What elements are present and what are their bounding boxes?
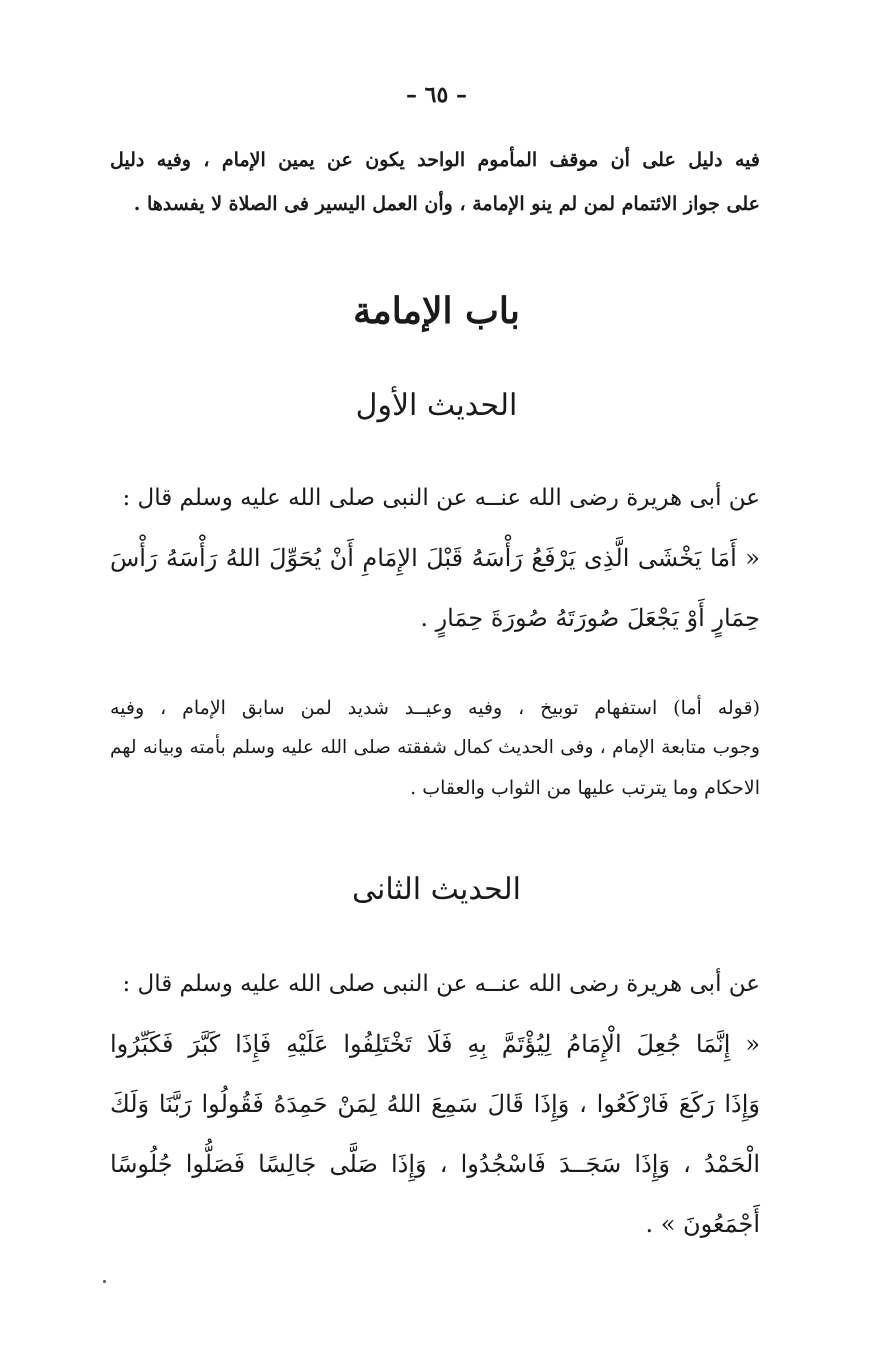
hadith-2-line: « إِنَّمَا جُعِلَ الْإِمَامُ لِيُؤْتَمَّ بِهِ فَلَا تَخْتَلِفُوا عَلَيْهِ فَإِذَا كَبَّرَ فَكَبِّرُوا (110, 1030, 760, 1058)
commentary-line: (قوله أما) استفهام توبيخ ، وفيه وعيــد شديد لمن سابق الإمام ، وفيه (110, 697, 760, 719)
hadith-2-line: وَإِذَا رَكَعَ فَارْكَعُوا ، وَإِذَا قَالَ سَمِعَ اللهُ لِمَنْ حَمِدَهُ فَقُولُوا رَبَّنَا وَلَكَ (110, 1090, 760, 1118)
hadith-1-line: عن أبى هريرة رضى الله عنــه عن النبى صلى الله عليه وسلم قال : (122, 485, 760, 511)
hadith-1-line: حِمَارٍ أَوْ يَجْعَلَ صُورَتَهُ صُورَةَ حِمَارٍ . (420, 604, 760, 632)
intro-line: على جواز الائتمام لمن لم ينو الإمامة ، وأن العمل اليسير فى الصلاة لا يفسدها . (133, 193, 760, 215)
hadith-2-line: أَجْمَعُونَ » . (645, 1210, 760, 1238)
page-number: – ٦٥ – (406, 82, 467, 108)
intro-paragraph (110, 138, 760, 226)
hadith-1-line: « أَمَا يَخْشَى الَّذِى يَرْفَعُ رَأْسَهُ قَبْلَ الإِمَامِ أَنْ يُحَوِّلَ اللهُ رَأْسَهُ رَأْسَ (110, 544, 760, 572)
commentary-line: الاحكام وما يترتب عليها من الثواب والعقاب . (410, 777, 760, 799)
hadith-1-commentary (110, 688, 760, 808)
hadith-2-line: الْحَمْدُ ، وَإِذَا سَجَــدَ فَاسْجُدُوا ، وَإِذَا صَلَّى جَالِسًا فَصَلُّوا جُلُوسًا (110, 1150, 760, 1178)
chapter-title: باب الإمامة (353, 290, 520, 332)
intro-line: فيه دليل على أن موقف المأموم الواحد يكون عن يمين الإمام ، وفيه دليل (110, 149, 760, 171)
hadith-1-title: الحديث الأول (355, 388, 518, 423)
hadith-2-title: الحديث الثانى (352, 872, 521, 907)
commentary-line: وجوب متابعة الإمام ، وفى الحديث كمال شفقته صلى الله عليه وسلم بأمته وبيانه لهم (110, 737, 760, 758)
hadith-2-text (110, 954, 760, 1254)
print-speck (103, 1280, 106, 1283)
hadith-2-line: عن أبى هريرة رضى الله عنــه عن النبى صلى الله عليه وسلم قال : (122, 971, 760, 997)
hadith-1-text (110, 468, 760, 648)
